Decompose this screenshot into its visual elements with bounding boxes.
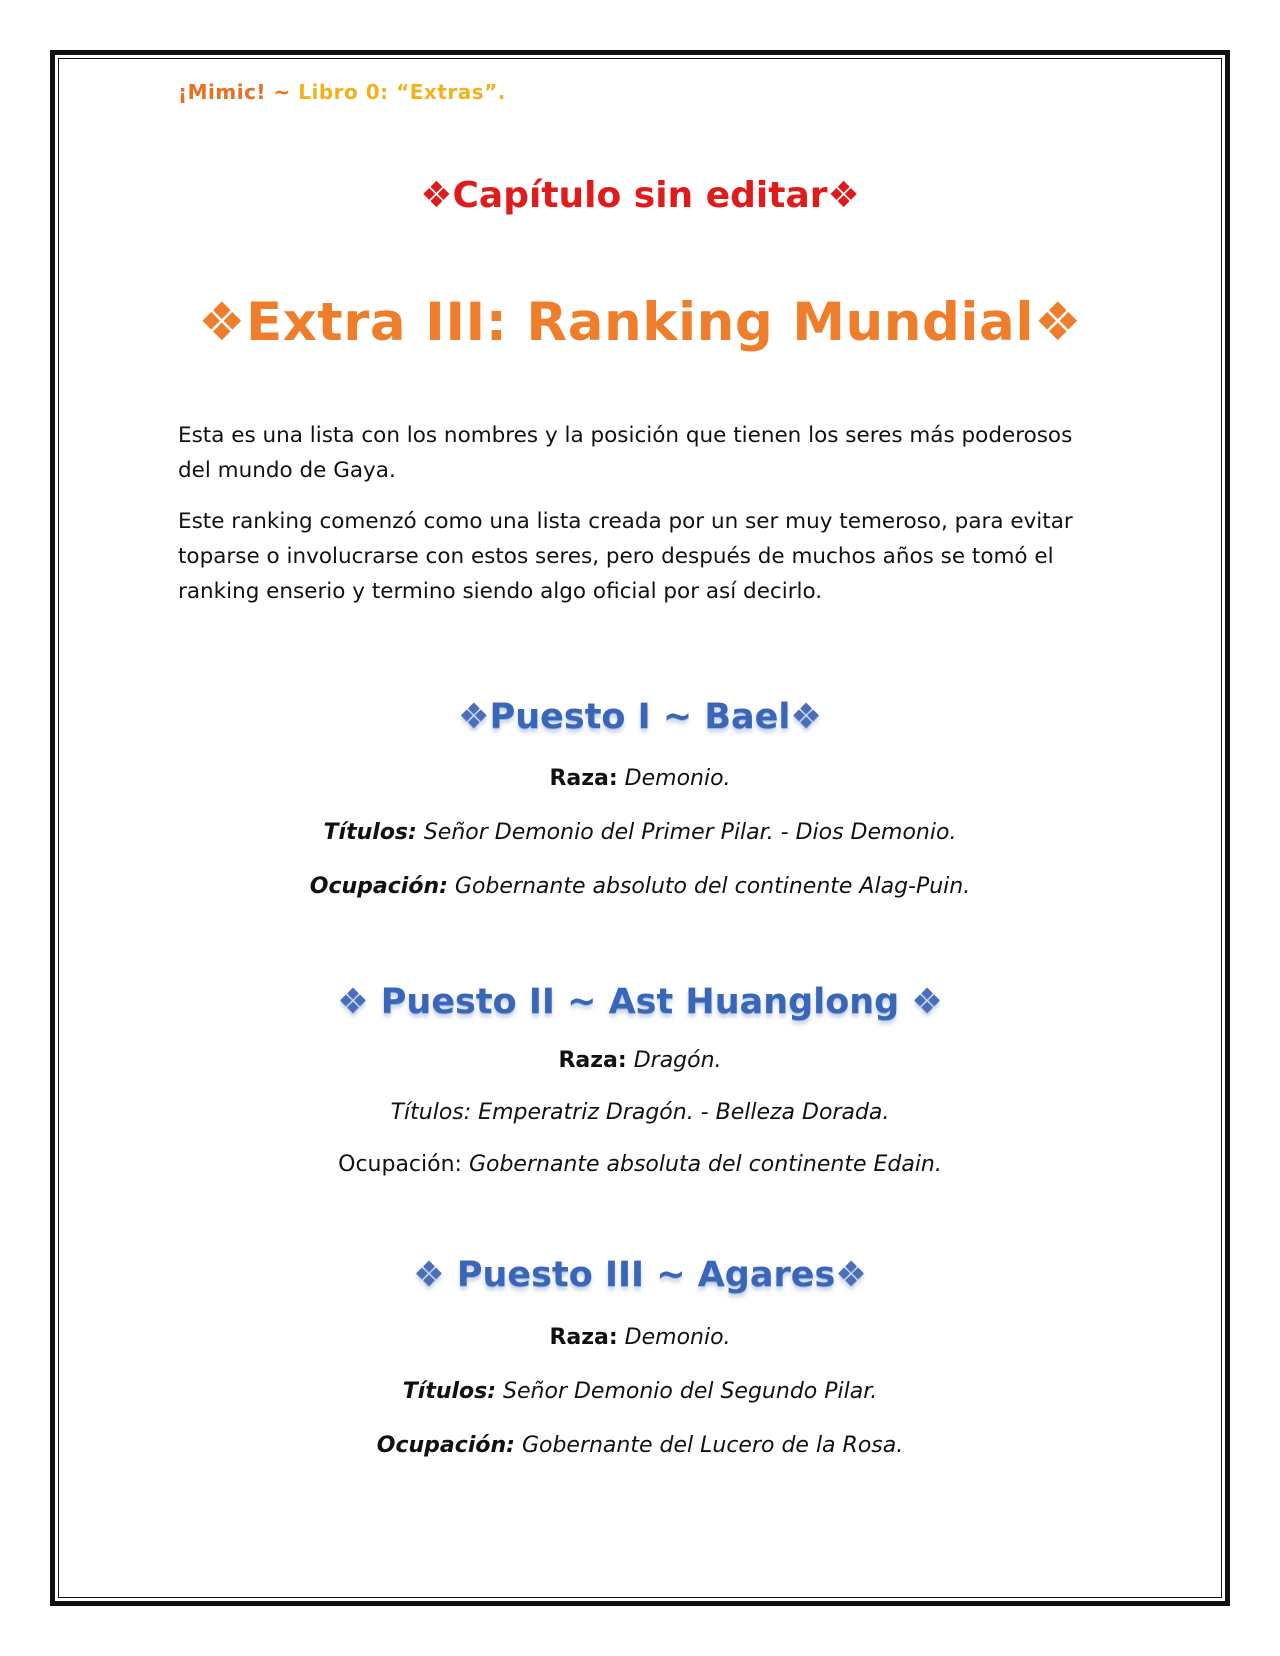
header-series: ¡Mimic! ~: [178, 80, 291, 104]
ocupacion-value: Gobernante absoluta del continente Edain.: [468, 1152, 942, 1177]
rank-section-2: [0, 982, 1280, 1022]
rank-3-raza: [0, 1325, 1280, 1350]
running-header: [178, 80, 506, 104]
titulos-value: Señor Demonio del Primer Pilar. - Dios Demonio.: [423, 820, 957, 845]
titulos-value: Emperatriz Dragón. - Belleza Dorada.: [478, 1100, 890, 1125]
rank-section-1: [0, 697, 1280, 737]
intro-text-1: Esta es una lista con los nombres y la posición que tienen los seres más poderosos del mundo de Gaya.: [178, 423, 1073, 483]
rank-title: Puesto II ~ Ast Huanglong: [380, 982, 900, 1022]
rank-title: Puesto III ~ Agares: [456, 1255, 836, 1295]
raza-value: Demonio.: [624, 766, 731, 791]
diamond-icon: ❖: [899, 982, 943, 1022]
diamond-icon: ❖: [458, 697, 490, 737]
rank-1-raza: [0, 766, 1280, 791]
rank-section-3: [0, 1255, 1280, 1295]
titulos-label: Títulos:: [390, 1100, 472, 1125]
extra-title: ❖Extra III: Ranking Mundial❖: [198, 292, 1082, 353]
diamond-icon: ❖: [413, 1255, 457, 1295]
rank-heading: [0, 982, 1280, 1022]
diamond-icon: ❖: [835, 1255, 867, 1295]
raza-label: Raza:: [549, 1325, 618, 1350]
chapter-status-label: ❖Capítulo sin editar❖: [420, 175, 860, 216]
rank-2-raza: [0, 1048, 1280, 1073]
ocupacion-label: Ocupación:: [309, 874, 448, 899]
rank-2-ocupacion: [0, 1152, 1280, 1177]
raza-value: Dragón.: [633, 1048, 722, 1073]
ocupacion-value: Gobernante del Lucero de la Rosa.: [521, 1433, 904, 1458]
rank-title: Puesto I ~ Bael: [489, 697, 791, 737]
intro-paragraph-2: [178, 504, 1098, 609]
titulos-value: Señor Demonio del Segundo Pilar.: [503, 1379, 878, 1404]
rank-1-ocupacion: [0, 874, 1280, 899]
rank-heading: [0, 1255, 1280, 1295]
ocupacion-label: Ocupación:: [376, 1433, 515, 1458]
header-book: Libro 0: “Extras”.: [298, 80, 506, 104]
rank-1-titulos: [0, 820, 1280, 845]
rank-3-titulos: [0, 1379, 1280, 1404]
rank-2-titulos: [0, 1100, 1280, 1125]
raza-label: Raza:: [549, 766, 618, 791]
diamond-icon: ❖: [790, 697, 822, 737]
raza-label: Raza:: [558, 1048, 627, 1073]
intro-text-2: Este ranking comenzó como una lista creada por un ser muy temeroso, para evitar toparse o involucrarse con estos seres, pero después de muchos años se tomó el ranking enserio y termino siendo algo oficial por así decirlo.: [178, 509, 1073, 604]
titulos-label: Títulos:: [323, 820, 417, 845]
rank-heading: [0, 697, 1280, 737]
rank-3-ocupacion: [0, 1433, 1280, 1458]
ocupacion-value: Gobernante absoluto del continente Alag-Puin.: [454, 874, 971, 899]
raza-value: Demonio.: [624, 1325, 731, 1350]
ocupacion-label: Ocupación:: [338, 1152, 462, 1177]
intro-paragraph-1: [178, 418, 1098, 488]
titulos-label: Títulos:: [402, 1379, 497, 1404]
diamond-icon: ❖: [337, 982, 381, 1022]
